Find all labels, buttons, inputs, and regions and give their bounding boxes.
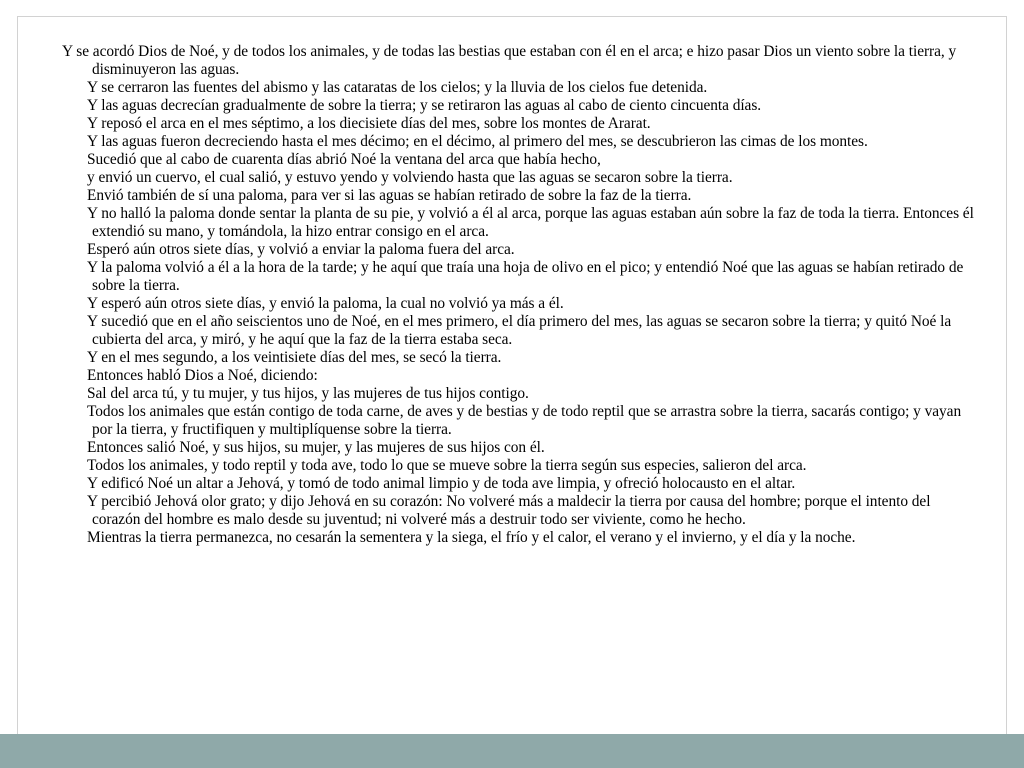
verse: Todos los animales que están contigo de toda carne, de aves y de bestias y de todo reptil que se arrastra sobre la tierra, sacarás contigo; y vayan por la tierra, y fructifiquen y multiplíquense sobre la tierra. bbox=[87, 403, 962, 438]
verse: Y se acordó Dios de Noé, y de todos los animales, y de todas las bestias que estaban con él en el arca; e hizo pasar Dios un viento sobre la tierra, y disminuyeron las aguas. bbox=[62, 43, 957, 78]
footer-bar bbox=[0, 734, 1024, 768]
verse: Y no halló la paloma donde sentar la planta de su pie, y volvió a él al arca, porque las aguas estaban aún sobre la faz de toda la tierra. Entonces él extendió su mano, y tomándola, la hizo entrar consigo en el arca. bbox=[87, 205, 974, 240]
verse: Mientras la tierra permanezca, no cesarán la sementera y la siega, el frío y el calor, el verano y el invierno, y el día y la noche. bbox=[87, 529, 856, 546]
verse: Esperó aún otros siete días, y volvió a enviar la paloma fuera del arca. bbox=[87, 241, 515, 258]
verse: Envió también de sí una paloma, para ver si las aguas se habían retirado de sobre la faz de la tierra. bbox=[87, 187, 692, 204]
verse: y envió un cuervo, el cual salió, y estuvo yendo y volviendo hasta que las aguas se secaron sobre la tierra. bbox=[87, 169, 733, 186]
verse: Sucedió que al cabo de cuarenta días abrió Noé la ventana del arca que había hecho, bbox=[87, 151, 601, 168]
text-body bbox=[62, 43, 982, 547]
verse: Y reposó el arca en el mes séptimo, a los diecisiete días del mes, sobre los montes de Ararat. bbox=[87, 115, 651, 132]
verse: Entonces salió Noé, y sus hijos, su mujer, y las mujeres de sus hijos con él. bbox=[87, 439, 545, 456]
verse: Y se cerraron las fuentes del abismo y las cataratas de los cielos; y la lluvia de los cielos fue detenida. bbox=[87, 79, 708, 96]
verse: Y en el mes segundo, a los veintisiete días del mes, se secó la tierra. bbox=[87, 349, 502, 366]
verse: Y edificó Noé un altar a Jehová, y tomó de todo animal limpio y de toda ave limpia, y ofreció holocausto en el altar. bbox=[87, 475, 796, 492]
verse: Y las aguas fueron decreciendo hasta el mes décimo; en el décimo, al primero del mes, se descubrieron las cimas de los montes. bbox=[87, 133, 868, 150]
verse: Y esperó aún otros siete días, y envió la paloma, la cual no volvió ya más a él. bbox=[87, 295, 564, 312]
verse: Entonces habló Dios a Noé, diciendo: bbox=[87, 367, 318, 384]
verse: Y sucedió que en el año seiscientos uno de Noé, en el mes primero, el día primero del mes, las aguas se secaron sobre la tierra; y quitó Noé la cubierta del arca, y miró, y he aquí que la faz de la tierra estaba seca. bbox=[87, 313, 952, 348]
verse: Todos los animales, y todo reptil y toda ave, todo lo que se mueve sobre la tierra según sus especies, salieron del arca. bbox=[87, 457, 807, 474]
slide-frame bbox=[17, 16, 1007, 751]
verse: Y las aguas decrecían gradualmente de sobre la tierra; y se retiraron las aguas al cabo de ciento cincuenta días. bbox=[87, 97, 762, 114]
verse: Y percibió Jehová olor grato; y dijo Jehová en su corazón: No volveré más a maldecir la tierra por causa del hombre; porque el intento del corazón del hombre es malo desde su juventud; ni volveré más a destruir todo ser viviente, como he hecho. bbox=[87, 493, 931, 528]
verse: Sal del arca tú, y tu mujer, y tus hijos, y las mujeres de tus hijos contigo. bbox=[87, 385, 529, 402]
verse: Y la paloma volvió a él a la hora de la tarde; y he aquí que traía una hoja de olivo en el pico; y entendió Noé que las aguas se habían retirado de sobre la tierra. bbox=[87, 259, 964, 294]
